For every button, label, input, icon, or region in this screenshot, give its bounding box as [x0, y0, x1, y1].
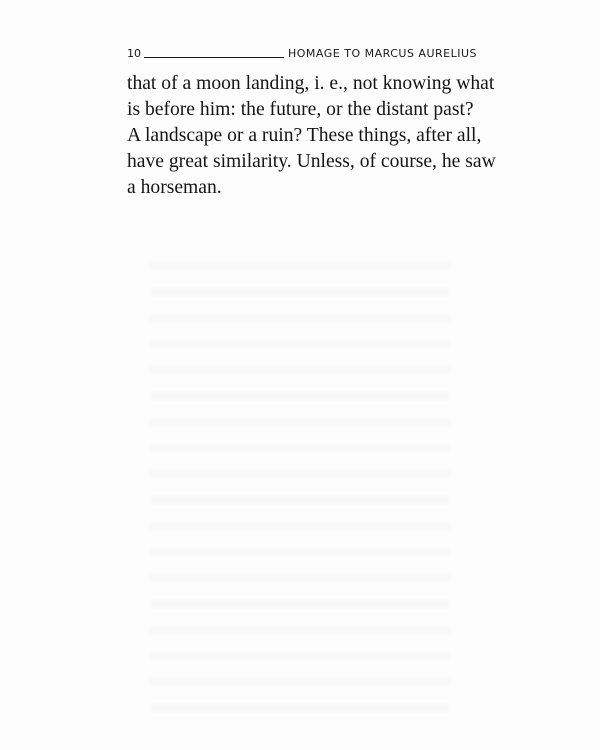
header-rule — [144, 57, 284, 58]
page-number: 10 — [127, 47, 141, 60]
show-through-text — [150, 262, 450, 712]
text-line: a horseman. — [127, 177, 222, 198]
text-line: is before him: the future, or the distant past? — [127, 99, 474, 120]
running-head — [127, 44, 477, 60]
text-line: have great similarity. Unless, of course, he saw — [127, 151, 496, 172]
text-line: A landscape or a ruin? These things, after all, — [127, 125, 482, 146]
text-line: that of a moon landing, i. e., not knowing what — [127, 73, 495, 94]
running-head-title: HOMAGE TO MARCUS AURELIUS — [288, 47, 477, 60]
body-paragraph — [127, 71, 496, 201]
